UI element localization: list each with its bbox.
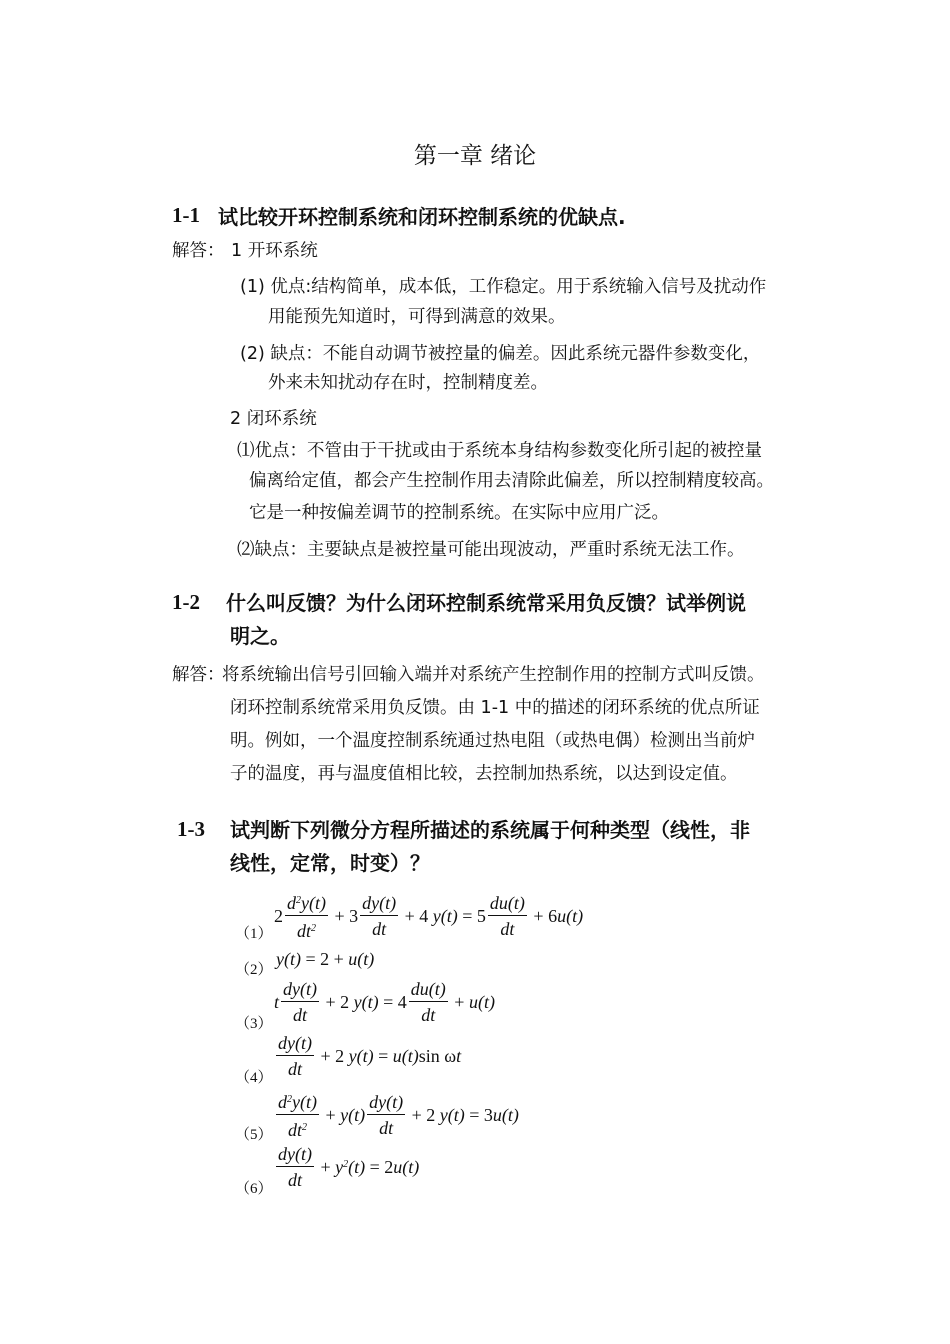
- question-text: 什么叫反馈？为什么闭环控制系统常采用负反馈？试举例说: [226, 591, 746, 615]
- question-text: 明之。: [230, 624, 290, 648]
- question-text: 试比较开环控制系统和闭环控制系统的优缺点.: [218, 205, 626, 229]
- paragraph-line: 它是一种按偏差调节的控制系统。在实际中应用广泛。: [249, 503, 669, 523]
- page-title: 第一章 绪论: [413, 143, 537, 169]
- question-text: 试判断下列微分方程所描述的系统属于何种类型（线性，非: [230, 818, 750, 842]
- paragraph-line: 子的温度，再与温度值相比较，去控制加热系统，以达到设定值。: [230, 764, 738, 784]
- equation-label: （4）: [235, 1070, 273, 1086]
- equation-5: $\frac{d^2y(t)}{dt^2}$ + y(t) $\frac{dy(t)}{dt}$ + 2 y(t) = 3 u(t): [278, 1092, 519, 1140]
- paragraph-line: 偏离给定值，都会产生控制作用去清除此偏差，所以控制精度较高。: [249, 471, 774, 491]
- section-heading: 1 开环系统: [231, 241, 318, 261]
- paragraph-line: 外来未知扰动存在时，控制精度差。: [268, 373, 548, 393]
- equation-label: （2）: [235, 962, 273, 978]
- equation-1: 2 $\frac{d^2y(t)}{dt^2}$ + 3 $\frac{dy(t)}{dt}$ + 4 y(t) = 5 $\frac{du(t)}{dt}$ + 6 u(t): [274, 893, 584, 941]
- equation-label: （1）: [235, 926, 273, 942]
- paragraph-line: 明。例如，一个温度控制系统通过热电阻（或热电偶）检测出当前炉: [230, 731, 755, 751]
- paragraph-line: ⑵缺点：主要缺点是被控量可能出现波动，严重时系统无法工作。: [237, 540, 745, 560]
- section-heading: 2 闭环系统: [230, 409, 317, 429]
- paragraph-line: 用能预先知道时，可得到满意的效果。: [268, 307, 566, 327]
- question-number: 1-1: [172, 203, 200, 227]
- paragraph-line: 将系统输出信号引回输入端并对系统产生控制作用的控制方式叫反馈。: [222, 665, 765, 685]
- paragraph-line: (2) 缺点：不能自动调节被控量的偏差。因此系统元器件参数变化，: [240, 344, 761, 364]
- question-number: 1-2: [172, 590, 200, 614]
- equation-2: y(t) = 2 + u(t): [276, 949, 375, 969]
- paragraph-line: 闭环控制系统常采用负反馈。由 1-1 中的描述的闭环系统的优点所证: [230, 698, 760, 718]
- equation-label: （5）: [235, 1127, 273, 1143]
- equation-label: （6）: [235, 1181, 273, 1197]
- answer-label: 解答：: [172, 241, 225, 261]
- paragraph-line: ⑴优点：不管由于干扰或由于系统本身结构参数变化所引起的被控量: [237, 441, 762, 461]
- question-text: 线性，定常，时变）？: [230, 851, 430, 875]
- equation-6: $\frac{dy(t)}{dt}$ + $y^2(t)$ = 2 u(t): [278, 1144, 420, 1190]
- answer-label: 解答：: [172, 665, 225, 685]
- equation-3: t $\frac{dy(t)}{dt}$ + 2 y(t) = 4 $\frac{du(t)}{dt}$ + u(t): [274, 979, 495, 1025]
- equation-4: $\frac{dy(t)}{dt}$ + 2 y(t) = u(t) sin ω t: [278, 1033, 462, 1079]
- paragraph-line: (1) 优点:结构简单，成本低，工作稳定。用于系统输入信号及扰动作: [240, 277, 767, 297]
- question-number: 1-3: [177, 817, 205, 841]
- equation-label: （3）: [235, 1016, 273, 1032]
